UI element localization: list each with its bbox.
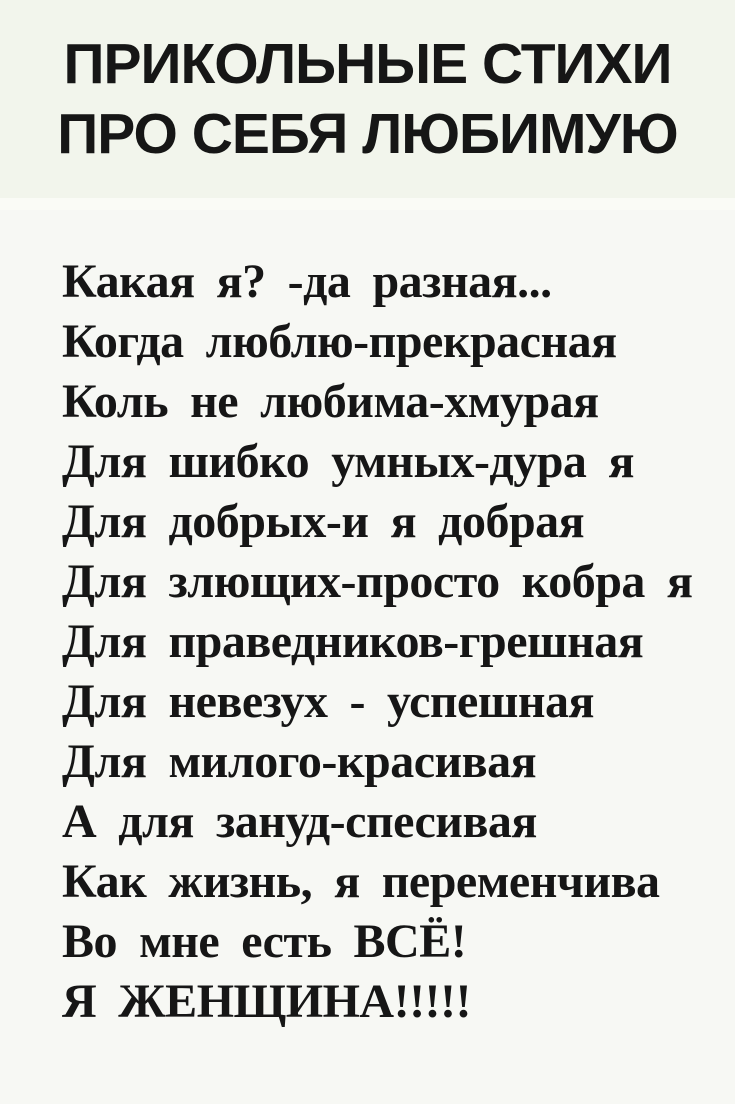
poem-line: Во мне есть ВСЁ! [62,915,467,968]
poem-line: Для добрых-и я добрая [62,495,585,548]
poem-line: Для милого-красивая [62,735,537,788]
poem-line: Для злющих-просто кобра я [62,555,693,608]
section-divider [0,198,735,210]
page-title [57,29,677,169]
title-line-1: ПРИКОЛЬНЫЕ СТИХИ [63,32,672,96]
poem-section [0,210,735,1104]
poem-line: Коль не любима-хмурая [62,375,599,428]
poem-line: Какая я? -да разная... [62,255,552,308]
poem-line: Когда люблю-прекрасная [62,315,617,368]
poem-line: Как жизнь, я переменчива [62,855,660,908]
title-line-2: ПРО СЕБЯ ЛЮБИМУЮ [57,102,678,166]
poem-line: Я ЖЕНЩИНА!!!!! [62,975,472,1028]
poem-line: Для невезух - успешная [62,675,594,728]
poem [62,252,717,1032]
poem-line: Для праведников-грешная [62,615,644,668]
poem-line: Для шибко умных-дура я [62,435,634,488]
poem-line: А для зануд-спесивая [62,795,537,848]
title-section [0,0,735,198]
